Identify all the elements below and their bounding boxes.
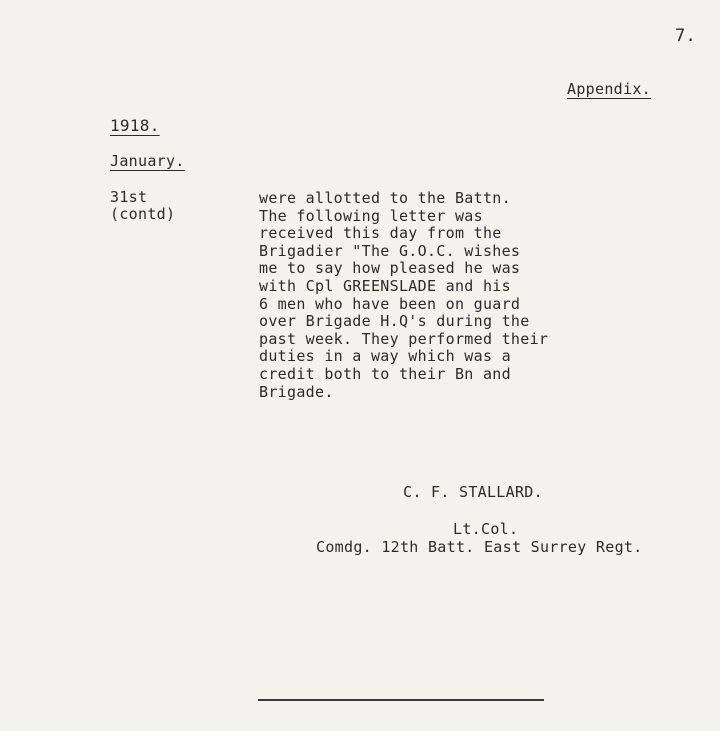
body-line: The following letter was — [259, 206, 483, 225]
date-label — [110, 189, 175, 223]
signature-name: C. F. STALLARD. — [403, 483, 543, 501]
body-line: with Cpl GREENSLADE and his — [259, 276, 511, 295]
body-line: me to say how pleased he was — [259, 259, 521, 278]
body-line: Brigadier "The G.O.C. wishes — [259, 241, 521, 260]
signature-rank: Lt.Col. — [453, 520, 519, 538]
date-line: (contd) — [110, 205, 176, 223]
signature-command: Comdg. 12th Batt. East Surrey Regt. — [316, 538, 643, 556]
diary-entry-text — [259, 190, 548, 401]
body-line: Brigade. — [259, 382, 334, 401]
body-line: credit both to their Bn and — [259, 364, 511, 383]
closing-rule — [258, 699, 544, 701]
appendix-heading: Appendix. — [567, 80, 651, 98]
body-line: received this day from the — [259, 224, 502, 243]
body-line: duties in a way which was a — [259, 347, 511, 366]
body-line: 6 men who have been on guard — [259, 294, 521, 313]
body-line: over Brigade H.Q's during the — [259, 312, 530, 331]
body-line: past week. They performed their — [259, 329, 549, 348]
page-number: 7. — [675, 26, 697, 46]
month-heading: January. — [110, 152, 185, 170]
date-line: 31st — [110, 188, 148, 206]
body-line: were allotted to the Battn. — [259, 189, 511, 207]
year-heading: 1918. — [110, 116, 160, 135]
